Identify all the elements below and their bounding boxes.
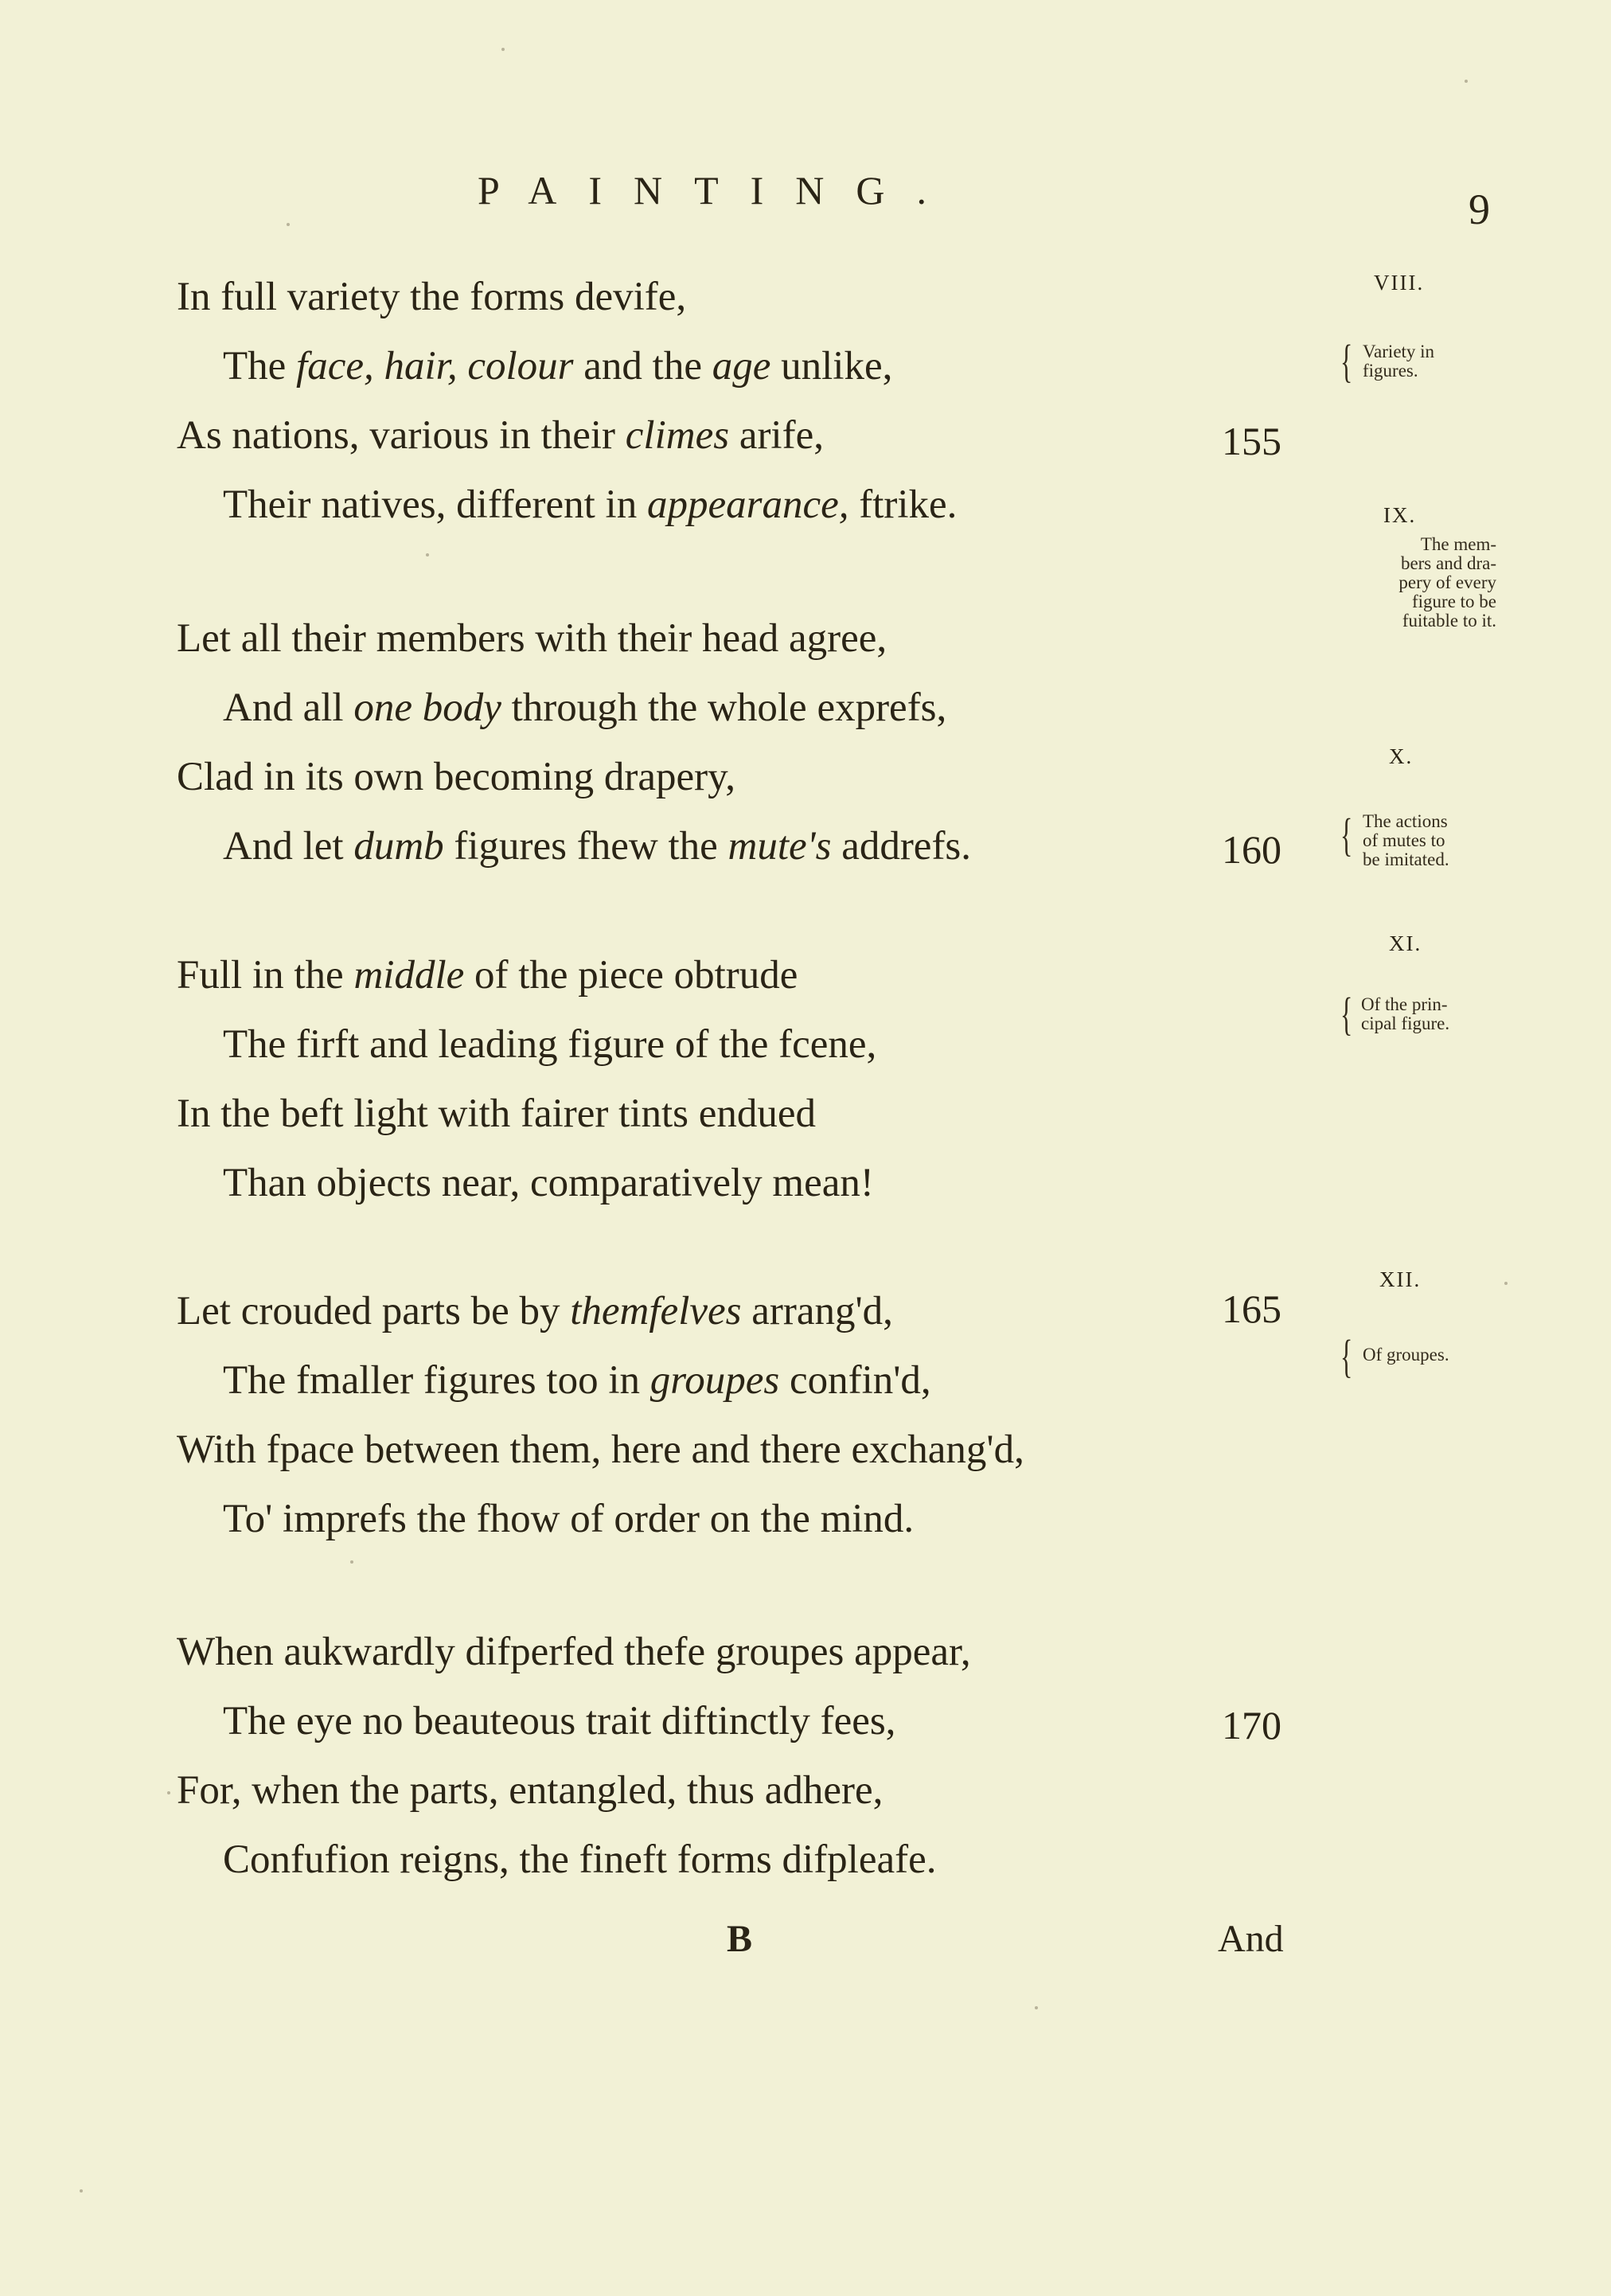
paper-speck [287,223,290,226]
margin-note-line: The mem- [1420,534,1496,554]
italic-phrase: one body [353,685,501,730]
paper-speck [1504,1282,1508,1285]
poem-line [177,1287,893,1335]
paper-speck [1465,80,1468,83]
paper-speck [80,2189,83,2193]
paper-speck [167,1791,170,1794]
margin-note-line: bers and dra- [1400,553,1496,573]
text-run: When aukwardly difperfed thefe groupes appear, [177,1630,971,1674]
italic-phrase: climes [625,413,730,458]
text-run: The firft and leading figure of the fcene, [223,1022,877,1067]
text-run: unlike, [770,344,893,389]
text-run: Their natives, different in [223,482,647,527]
paper-speck [501,48,505,51]
italic-phrase: face, hair, colour [296,344,574,389]
line-number: 170 [1222,1703,1281,1747]
text-run: The [223,344,297,389]
poem-line [223,1357,931,1404]
text-run: And all [223,685,354,730]
line-number: 160 [1222,827,1281,872]
margin-note-line: Of the prin- [1361,994,1448,1014]
margin-note [1337,535,1496,631]
text-run: Let all their members with their head agree, [177,616,887,661]
text-run: figures fhew the [443,824,728,869]
paper-speck [1035,2006,1038,2009]
margin-note-line: figure to be [1411,592,1496,611]
line-number: 155 [1222,419,1281,463]
poem-line [223,1021,876,1068]
poem-line [223,1836,936,1884]
text-run: of the piece obtrude [464,953,798,998]
italic-phrase: groupes [649,1358,780,1403]
italic-phrase: mute's [727,824,832,869]
brace-icon: { [1340,988,1353,1040]
margin-note-line: Variety in [1363,342,1435,361]
poem-line [177,1426,1024,1474]
poem-line [177,412,824,459]
brace-icon: { [1340,809,1353,861]
text-run: As nations, various in their [177,413,626,458]
poem-line [223,481,957,529]
text-run: Clad in its own becoming drapery, [177,755,736,799]
margin-note [1363,1345,1449,1365]
text-run: For, when the parts, entangled, thus adhere, [177,1768,884,1813]
text-run: And let [223,824,354,869]
text-run: addrefs. [831,824,972,869]
italic-phrase: appearance, [646,482,849,527]
brace-icon: { [1340,1330,1353,1382]
text-run: Let crouded parts be by [177,1289,571,1333]
italic-phrase: dumb [353,824,444,869]
text-run: The fmaller figures too in [223,1358,650,1403]
italic-phrase: age [712,344,771,389]
paper-speck [350,1560,353,1564]
text-run: confin'd, [779,1358,931,1403]
page-number: 9 [1469,185,1490,233]
margin-note-line: fuitable to it. [1402,611,1496,631]
margin-note-number: VIII. [1374,271,1425,295]
margin-note-line: pery of every [1398,572,1496,592]
margin-note-number: IX. [1383,503,1417,527]
margin-note-line: figures. [1363,361,1418,381]
margin-note-line: cipal figure. [1361,1013,1450,1033]
text-run: In full variety the forms devife, [177,275,687,319]
text-run: arife, [729,413,824,458]
text-run: Than objects near, comparatively mean! [223,1161,874,1205]
margin-note [1363,342,1434,381]
margin-note-line: be imitated. [1363,849,1449,869]
margin-note-line: of mutes to [1363,830,1445,850]
poem-line [177,273,686,321]
poem-line [177,753,735,801]
text-run: The eye no beauteous trait diftinctly fees, [223,1699,896,1743]
line-number: 165 [1222,1287,1281,1331]
margin-note [1361,995,1449,1033]
text-run: ftrike. [848,482,958,527]
catchword: And [1218,1918,1284,1960]
text-run: In the beft light with fairer tints endued [177,1091,817,1136]
poem-line [223,1495,914,1543]
margin-note [1363,812,1449,869]
text-run: To' imprefs the fhow of order on the mind. [223,1497,915,1541]
margin-note-number: X. [1389,744,1414,768]
italic-phrase: themfelves [570,1289,742,1333]
italic-phrase: middle [353,953,465,998]
poem-line [223,1697,895,1745]
margin-note-number: XII. [1379,1267,1422,1291]
margin-note-line: Of groupes. [1363,1345,1449,1365]
text-run: Confufion reigns, the fineft forms difpleafe. [223,1837,937,1882]
poem-line [223,684,946,732]
poem-line [177,951,798,999]
signature-mark: B [727,1918,753,1960]
text-run: With fpace between them, here and there exchang'd, [177,1427,1024,1472]
margin-note-number: XI. [1389,931,1422,955]
poem-line [177,1628,971,1676]
poem-line [177,1090,816,1138]
text-run: Full in the [177,953,354,998]
text-run: through the whole exprefs, [501,685,947,730]
poem-line [177,1767,883,1814]
brace-icon: { [1340,335,1353,387]
margin-note-line: The actions [1363,811,1448,831]
poem-line [223,1159,874,1207]
text-run: and the [573,344,712,389]
text-run: arrang'd, [741,1289,893,1333]
poem-line [223,822,971,870]
poem-line [223,342,892,390]
page-title: PAINTING. [478,168,958,213]
paper-speck [426,553,429,556]
poem-line [177,615,887,662]
